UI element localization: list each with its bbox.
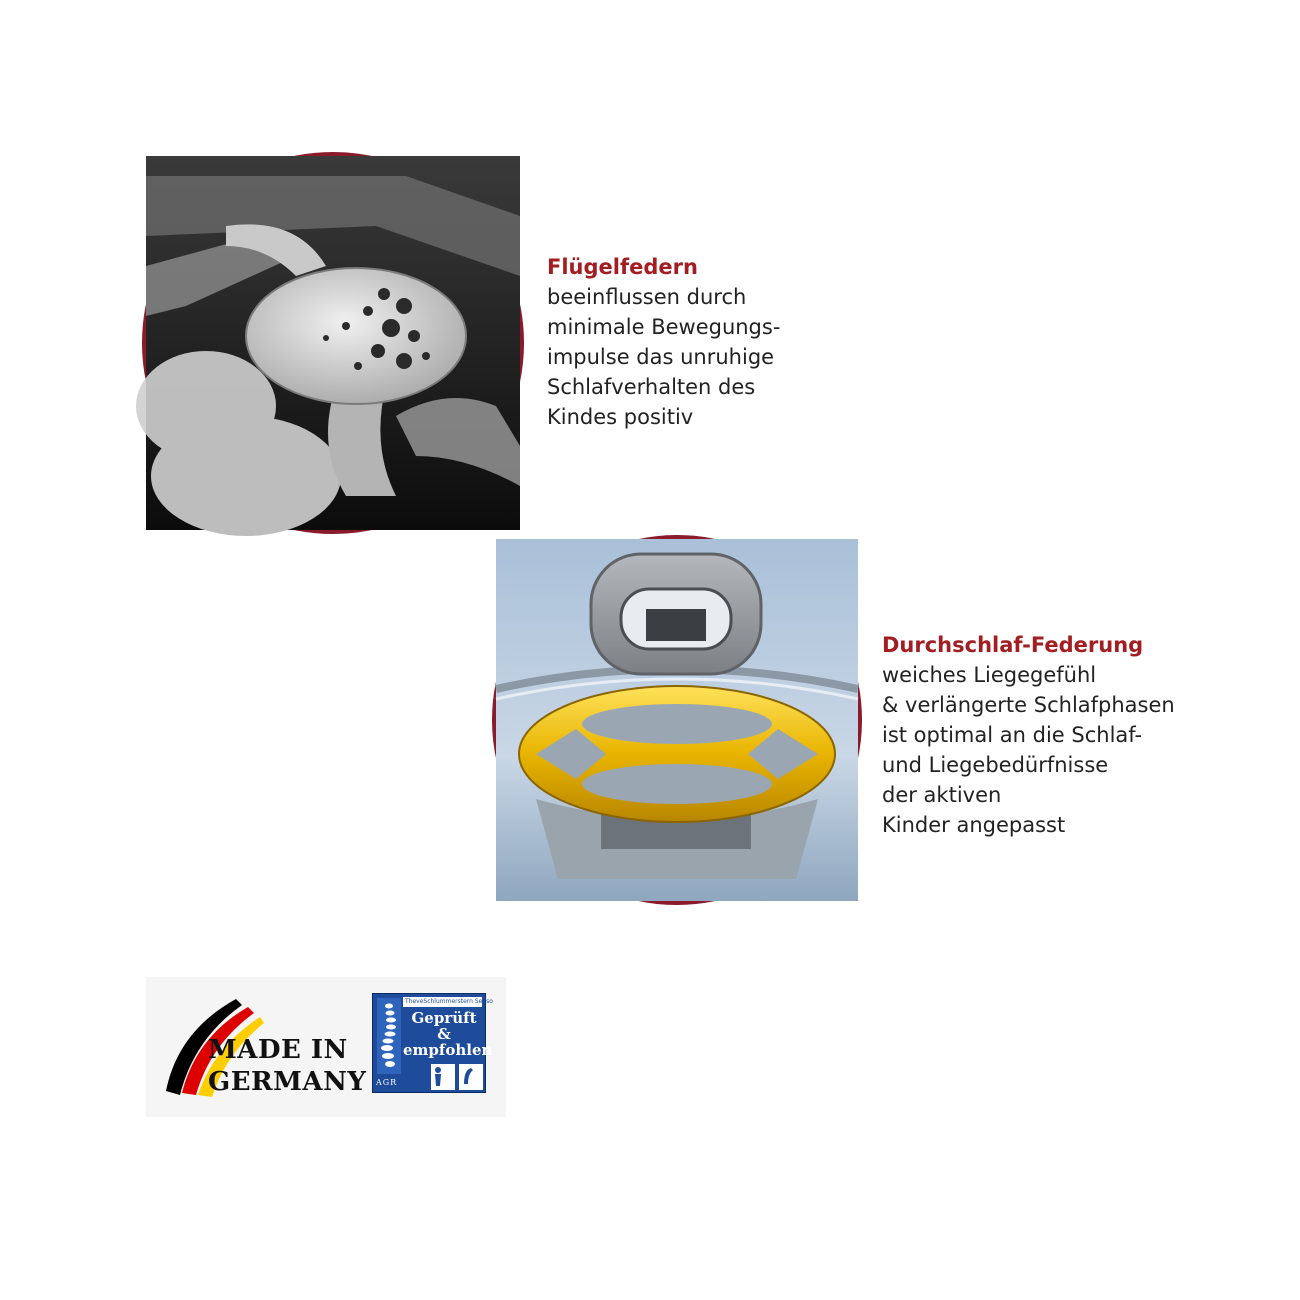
agr-icons [431,1064,483,1090]
person-icon [431,1064,455,1090]
feature-line: minimale Bewegungs- [547,315,781,339]
feature-text-wing-springs [547,252,780,432]
wing-spring-illustration [146,156,520,530]
feature-text-suspension [882,630,1175,840]
feature-title: Flügelfedern [547,255,698,279]
agr-title [403,1009,493,1059]
made-in-text: MADE IN [208,1035,348,1065]
feature-line: der aktiven [882,783,1002,807]
agr-abbreviation: AGR [376,1078,398,1087]
feature-line: ist optimal an die Schlaf- [882,723,1143,747]
suspension-illustration [496,539,858,901]
wing-spring-photo [142,152,524,534]
seat-icon [459,1064,483,1090]
feature-line: Kinder angepasst [882,813,1066,837]
agr-seal [372,993,493,1093]
feature-line: beeinflussen durch [547,285,747,309]
suspension-photo [492,535,862,905]
feature-line: weiches Liegegefühl [882,663,1097,687]
certification-badges [146,977,506,1117]
feature-line: impulse das unruhige [547,345,775,369]
germany-text: GERMANY [208,1067,367,1097]
agr-title-line1: Geprüft & [411,1009,477,1043]
feature-line: & verlängerte Schlafphasen [882,693,1175,717]
agr-product-name: TheveSchlummerstern Senso [405,998,493,1005]
feature-line: Kindes positiv [547,405,694,429]
spine-icon [377,998,401,1074]
made-in-germany-logo [158,991,367,1103]
feature-line: und Liegebedürfnisse [882,753,1109,777]
feature-line: Schlafverhalten des [547,375,756,399]
agr-title-line2: empfohlen [403,1041,493,1059]
feature-title: Durchschlaf-Federung [882,633,1144,657]
